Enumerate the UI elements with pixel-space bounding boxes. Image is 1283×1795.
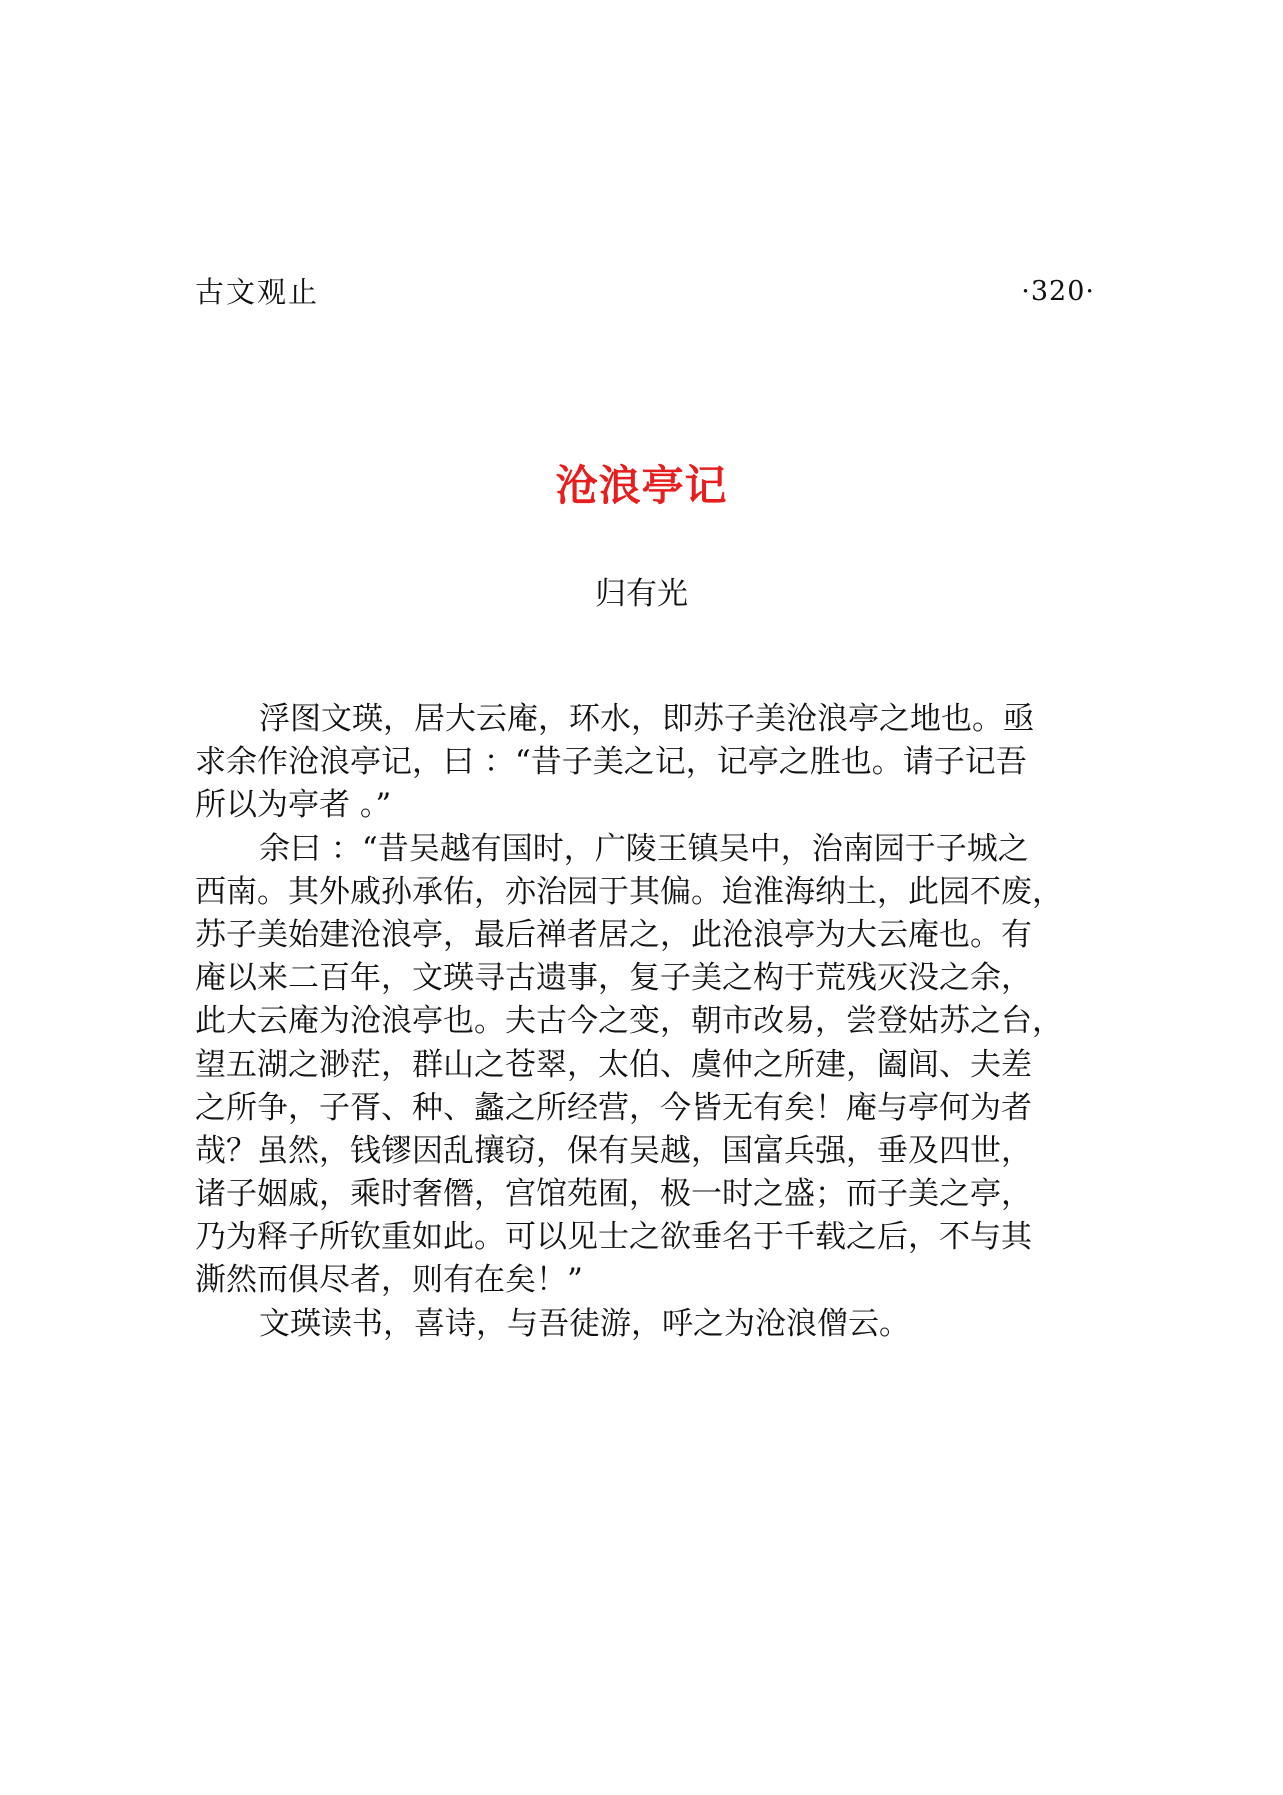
paragraph-line: 苏子美始建沧浪亭，最后禅者居之，此沧浪亭为大云庵也。有 [195, 916, 1032, 953]
paragraph-line: 此大云庵为沧浪亭也。夫古今之变，朝市改易，尝登姑苏之台， [195, 1003, 1063, 1040]
paragraph-line: 西南。其外戚孙承佑，亦治园于其偏。迨淮海纳土，此园不废， [195, 873, 1063, 910]
paragraph-line: 浮图文瑛，居大云庵，环水，即苏子美沧浪亭之地也。亟 [259, 701, 1034, 737]
paragraph-line: 余曰 ：“昔吴越有国时，广陵王镇吴中，治南园于子城之 [259, 830, 1029, 867]
paragraph-line: 文瑛读书，喜诗，与吾徒游，呼之为沧浪僧云。 [259, 1305, 910, 1342]
paragraph-line: 哉？虽然，钱镠因乱攘窃，保有吴越，国富兵强，垂及四世， [195, 1132, 1032, 1169]
article-title: 沧浪亭记 [555, 461, 728, 510]
article-body [195, 698, 1095, 1346]
page-number: ·320· [1021, 276, 1095, 307]
paragraph-line: 澌然而俱尽者，则有在矣！” [195, 1262, 583, 1299]
paragraph-line: 庵以来二百年，文瑛寻古遗事，复子美之构于荒残灭没之余， [195, 960, 1032, 997]
paragraph-line: 求余作沧浪亭记，曰 ：“昔子美之记，记亭之胜也。请子记吾 [195, 744, 1027, 781]
article-author: 归有光 [595, 576, 688, 612]
book-title: 古文观止 [195, 275, 320, 309]
paragraph-line: 乃为释子所钦重如此。可以见士之欲垂名于千载之后，不与其 [195, 1219, 1032, 1256]
running-head [195, 272, 1095, 312]
paragraph-line: 所以为亭者 。” [195, 787, 392, 824]
paragraph-line: 之所争，子胥、种、蠡之所经营，今皆无有矣！庵与亭何为者 [195, 1089, 1032, 1126]
paragraph-line: 诸子姻戚，乘时奢僭，宫馆苑囿，极一时之盛；而子美之亭， [195, 1176, 1032, 1213]
paragraph-line: 望五湖之渺茫，群山之苍翠，太伯、虞仲之所建，阖闾、夫差 [195, 1046, 1032, 1083]
